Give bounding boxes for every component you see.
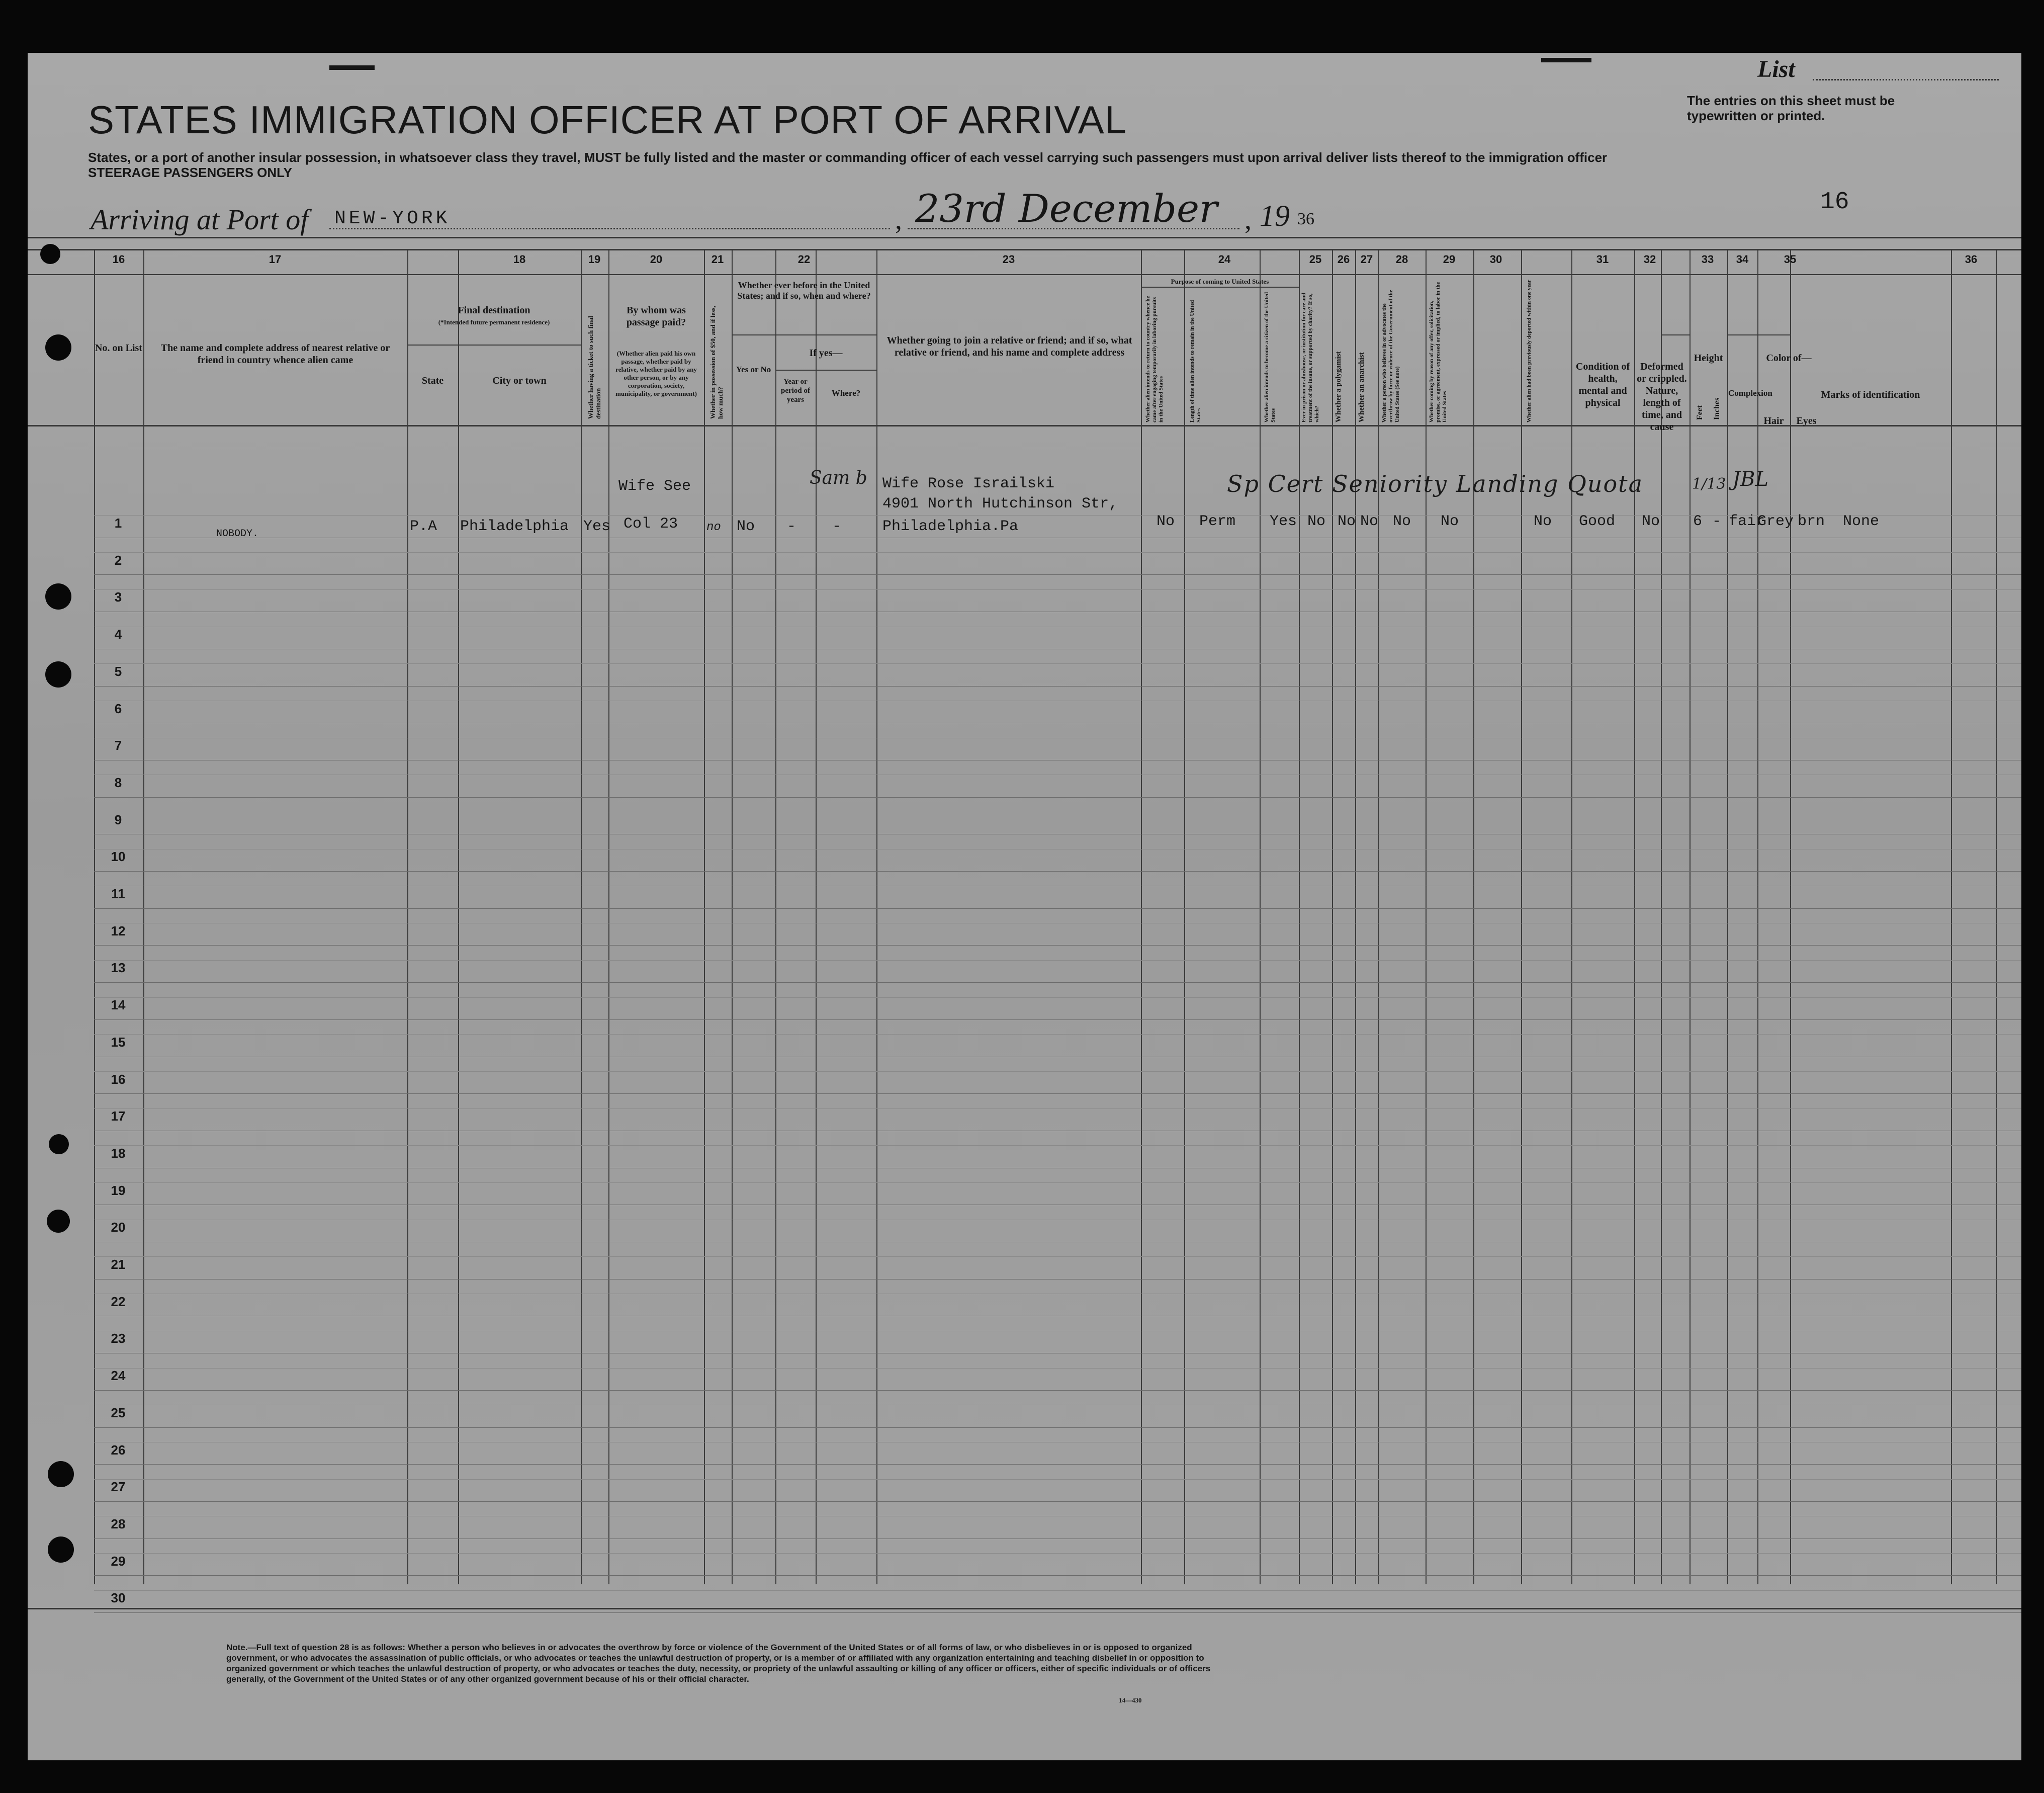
entry-anarchist[interactable]: No	[1360, 513, 1379, 530]
row-line	[94, 574, 2021, 575]
subheader-rule	[732, 334, 876, 335]
row-number: 22	[111, 1294, 126, 1309]
header-deformed: Deformed or crippled. Nature, length of time, and cause	[1637, 361, 1687, 433]
list-label: List	[1757, 56, 1795, 82]
row-guide-line	[94, 1145, 2021, 1146]
binder-hole	[49, 1134, 69, 1154]
header-complexion: Complexion	[1728, 388, 1772, 398]
row-line	[94, 908, 2021, 909]
column-divider	[1790, 249, 1791, 1584]
column-number: 25	[1309, 253, 1322, 266]
row-guide-line	[94, 589, 2021, 590]
year-prefix: 19	[1260, 199, 1290, 232]
entry-contract-labor[interactable]: No	[1441, 513, 1459, 530]
entry-marks[interactable]: None	[1843, 513, 1880, 530]
row-number: 3	[114, 589, 122, 605]
row-number: 25	[111, 1405, 126, 1420]
column-number: 26	[1337, 253, 1350, 266]
entry-before-in-us[interactable]: No	[737, 518, 755, 535]
form-code: 14—430	[1119, 1696, 1142, 1704]
header-condition: Condition of health, mental and physical	[1575, 361, 1630, 408]
column-number: 29	[1443, 253, 1456, 266]
footnote: Note.—Full text of question 28 is as follows: Whether a person who believes in or advocates the overthrow by force or violence of the Government of the United States or of all forms of law, or who disbelieves in or is opposed to organized government, or who advocates the assassination of public officials, or who advocates or teaches the unlawful destruction of property, or is a member of or affiliated with any organization entertaining and teaching disbelief in or opposition to organized government or which teaches the unlawful destruction of property, or who advocates or teaches the duty, necessity, or propriety of the unlawful assaulting or killing of any officer or officers, either of specific individuals or of officers generally, of the Government of the United States or of any other organized government because of his or their official character.	[226, 1643, 1211, 1684]
column-divider	[1299, 249, 1300, 1584]
header-rule	[28, 237, 2021, 238]
handwritten-annotation: Sam b	[810, 468, 867, 488]
header-passage-paid: By whom was passage paid?	[626, 305, 686, 328]
form-description	[88, 150, 1798, 180]
binder-hole	[48, 1461, 74, 1487]
row-number: 4	[114, 627, 122, 642]
row-guide-line	[94, 1553, 2021, 1554]
column-divider	[1951, 249, 1952, 1584]
row-number: 19	[111, 1182, 126, 1198]
column-divider	[732, 249, 733, 1584]
row-guide-line	[94, 1590, 2021, 1591]
column-number: 35	[1784, 253, 1797, 266]
header-year-period: Year or period of years	[781, 378, 810, 404]
entry-feet[interactable]: 6	[1693, 513, 1703, 530]
column-number: 36	[1965, 253, 1978, 266]
column-number: 22	[797, 253, 811, 266]
manifest-sheet	[28, 53, 2021, 1760]
column-divider	[1571, 249, 1572, 1584]
row-number: 27	[111, 1479, 126, 1495]
column-divider	[1996, 249, 1997, 1584]
row-number: 28	[111, 1516, 126, 1531]
header-final-destination-note: (*Intended future permanent residence)	[438, 318, 550, 326]
row-line	[94, 797, 2021, 798]
column-divider	[1332, 249, 1333, 1584]
column-number: 28	[1395, 253, 1408, 266]
column-number: 31	[1596, 253, 1609, 266]
row-number: 30	[111, 1590, 126, 1606]
row-number: 20	[111, 1220, 126, 1235]
header-deported: Whether alien had been previously deported within one year	[1526, 280, 1532, 422]
header-state: State	[421, 375, 444, 386]
entry-purpose-length[interactable]: Perm	[1199, 513, 1236, 530]
column-divider	[1473, 249, 1474, 1584]
subheader-rule	[1727, 334, 1790, 335]
entry-eyes[interactable]: brn	[1798, 513, 1825, 530]
column-divider	[1426, 249, 1427, 1584]
header-joining-relative: Whether going to join a relative or friend; and if so, what relative or friend, and his name and complete address	[886, 335, 1132, 358]
row-number: 17	[111, 1108, 126, 1124]
row-number: 2	[114, 552, 122, 568]
header-prison: Ever in prison or almshouse, or institution for care and treatment of the insane, or supported by charity? If so, which?	[1301, 292, 1320, 422]
column-divider	[816, 249, 817, 1584]
entry-ticket[interactable]: Yes	[583, 518, 611, 535]
year-suffix[interactable]: 36	[1297, 210, 1314, 228]
row-guide-line	[94, 960, 2021, 961]
column-divider	[1260, 249, 1261, 1584]
row-guide-line	[94, 663, 2021, 664]
row-line	[94, 686, 2021, 687]
row-line	[94, 1612, 2021, 1613]
entry-passage-line1[interactable]: Wife See	[618, 478, 691, 495]
handwritten-annotation: Sp Cert Seniority Landing Quota	[1227, 470, 1644, 497]
entry-passage-line2[interactable]: Col 23	[624, 516, 678, 533]
column-divider	[1141, 249, 1142, 1584]
instructions-note: The entries on this sheet must be typewritten or printed.	[1687, 93, 1895, 123]
list-number-line[interactable]	[1813, 79, 1999, 80]
row-number: 26	[111, 1442, 126, 1458]
row-line	[94, 1575, 2021, 1576]
row-line	[94, 1093, 2021, 1094]
row-guide-line	[94, 1034, 2021, 1035]
subheader-rule	[775, 370, 876, 371]
column-divider	[94, 249, 95, 1584]
port-value[interactable]: NEW-YORK	[334, 208, 451, 229]
header-city: City or town	[492, 375, 547, 386]
row-guide-line	[94, 1071, 2021, 1072]
arrival-date[interactable]: 23rd December	[915, 186, 1218, 231]
row-number: 16	[111, 1071, 126, 1087]
row-guide-line	[94, 552, 2021, 553]
header-polygamist: Whether a polygamist	[1335, 351, 1343, 422]
binder-hole	[45, 661, 71, 688]
row-number: 6	[114, 701, 122, 716]
row-number: 5	[114, 663, 122, 679]
row-guide-line	[94, 1479, 2021, 1480]
column-divider	[1378, 249, 1379, 1584]
comma: ,	[895, 204, 902, 235]
column-divider	[1355, 249, 1356, 1584]
column-divider	[581, 249, 582, 1584]
arriving-label: Arriving at Port of	[91, 203, 309, 236]
header-height: Height	[1694, 353, 1723, 364]
column-number: 33	[1701, 253, 1714, 266]
entry-deported[interactable]: No	[1534, 513, 1552, 530]
header-purpose-citizen: Whether alien intends to become a citizen of the United States	[1264, 292, 1276, 422]
header-hair: Hair	[1763, 415, 1784, 426]
column-number: 21	[711, 253, 724, 266]
subheader-rule	[407, 345, 581, 346]
description-text: States, or a port of another insular possession, in whatsoever class they travel, MUST be fully listed and the master or commanding officer of each vessel carrying such passengers must upon arrival deliver lists thereof to the immigration officer	[88, 150, 1608, 165]
row-number: 11	[111, 886, 125, 901]
row-guide-line	[94, 1182, 2021, 1183]
column-divider	[1757, 249, 1758, 1584]
entry-city[interactable]: Philadelphia	[460, 518, 569, 535]
entry-prison[interactable]: No	[1307, 513, 1326, 530]
column-number: 16	[112, 253, 125, 266]
row-number: 10	[111, 849, 126, 865]
row-number: 13	[111, 960, 126, 976]
row-number: 24	[111, 1368, 126, 1384]
row-guide-line	[94, 1368, 2021, 1369]
header-yes-no: Yes or No	[736, 365, 771, 374]
entry-overthrow[interactable]: No	[1393, 513, 1411, 530]
handwritten-annotation: 1/13	[1692, 475, 1726, 493]
row-line	[94, 871, 2021, 872]
row-line	[94, 982, 2021, 983]
column-number: 34	[1736, 253, 1749, 266]
column-number: 20	[650, 253, 663, 266]
row-number: 1	[114, 516, 122, 531]
header-no-on-list: No. on List	[95, 343, 142, 354]
column-number-rule	[28, 274, 2021, 275]
header-color-of: Color of—	[1766, 353, 1812, 364]
header-marks: Marks of identification	[1821, 389, 1920, 400]
column-divider	[1521, 249, 1522, 1584]
entry-complexion[interactable]: fair	[1729, 513, 1765, 530]
row-line	[94, 1501, 2021, 1502]
header-purpose-length: Length of time alien intends to remain in the United States	[1189, 300, 1202, 422]
column-number: 30	[1489, 253, 1502, 266]
column-divider	[458, 249, 459, 1584]
page-title: STATES IMMIGRATION OFFICER AT PORT OF ARRIVAL	[88, 98, 1127, 142]
table-top-rule	[28, 249, 2021, 250]
header-ticket: Whether having a ticket to such final destination	[587, 316, 602, 419]
column-divider	[876, 249, 877, 1584]
subheader-rule	[1141, 287, 1299, 288]
row-number: 9	[114, 812, 122, 827]
entry-state[interactable]: P.A	[410, 518, 437, 535]
row-number: 15	[111, 1034, 126, 1050]
steerage-label: STEERAGE PASSENGERS ONLY	[88, 165, 292, 180]
row-line	[94, 1427, 2021, 1428]
header-if-yes: If yes—	[809, 348, 843, 359]
row-guide-line	[94, 1108, 2021, 1109]
row-number: 12	[111, 923, 126, 938]
row-guide-line	[94, 1256, 2021, 1257]
entry-hair[interactable]: Grey	[1757, 513, 1794, 530]
entry-year-period[interactable]: -	[787, 518, 796, 535]
row-guide-line	[94, 997, 2021, 998]
row-number: 14	[111, 997, 126, 1013]
top-dash-mark	[1541, 58, 1591, 62]
entry-deformed[interactable]: No	[1642, 513, 1660, 530]
entry-where[interactable]: -	[832, 518, 842, 535]
row-number: 8	[114, 775, 122, 790]
top-dash-mark	[329, 65, 375, 70]
header-final-destination: Final destination	[458, 305, 530, 316]
header-inches: Inches	[1713, 397, 1721, 420]
header-bottom-rule	[28, 425, 2021, 426]
column-number: 32	[1643, 253, 1656, 266]
entry-inches[interactable]: -	[1712, 513, 1722, 530]
column-divider	[143, 249, 144, 1584]
entry-joining-line3[interactable]: Philadelphia.Pa	[882, 518, 1019, 535]
header-purpose-return: Whether alien intends to return to country whence he came after engaging temporarily in laboring pursuits in the United States	[1145, 296, 1164, 422]
entry-joining-line1[interactable]: Wife Rose Israilski	[882, 475, 1055, 492]
column-divider	[1661, 249, 1662, 1584]
entry-joining-line2[interactable]: 4901 North Hutchinson Str,	[882, 495, 1118, 513]
binder-hole	[45, 334, 71, 361]
entry-fifty-dollars[interactable]: no	[706, 521, 721, 534]
table-bottom-rule	[28, 1608, 2021, 1609]
column-divider	[1184, 249, 1185, 1584]
column-divider	[1634, 249, 1635, 1584]
header-passage-paid-note: (Whether alien paid his own passage, whether paid by relative, whether paid by any other person, or by any corporation, society, municipality, or government)	[615, 350, 697, 397]
header-fifty-dollars: Whether in possession of $50, and if less, how much?	[709, 306, 724, 419]
column-number: 17	[269, 253, 282, 266]
column-number: 27	[1360, 253, 1373, 266]
header-contract-labor: Whether coming by reason of any offer, solicitation, promise, or agreement, expressed or implied, to labor in the United States	[1429, 282, 1448, 422]
binder-hole	[40, 244, 60, 264]
binder-hole	[47, 1210, 70, 1233]
entry-relative-abroad[interactable]: NOBODY.	[216, 528, 259, 540]
column-divider	[407, 249, 408, 1584]
row-number: 29	[111, 1553, 126, 1569]
binder-hole	[45, 583, 71, 610]
row-number: 7	[114, 738, 122, 753]
column-divider	[775, 249, 776, 1584]
column-number: 23	[1002, 253, 1015, 266]
comma: ,	[1245, 204, 1252, 235]
handwritten-annotation: JBL	[1732, 468, 1768, 491]
row-line	[94, 1390, 2021, 1391]
header-purpose: Purpose of coming to United States	[1171, 278, 1269, 285]
binder-hole	[48, 1536, 74, 1563]
row-line	[94, 1019, 2021, 1020]
sheet-number[interactable]: 16	[1820, 189, 1849, 216]
row-number: 18	[111, 1145, 126, 1161]
row-number: 21	[111, 1257, 126, 1272]
header-overthrow: Whether a person who believes in or advocates the overthrow by force or violence of the Government of the United States (See note)	[1381, 290, 1400, 422]
entry-purpose-citizen[interactable]: Yes	[1270, 513, 1297, 530]
column-number: 18	[513, 253, 526, 266]
column-number: 19	[588, 253, 601, 266]
column-number: 24	[1218, 253, 1231, 266]
row-number: 23	[111, 1331, 126, 1346]
column-divider	[1690, 249, 1691, 1584]
entry-purpose-return[interactable]: No	[1157, 513, 1175, 530]
entry-condition[interactable]: Good	[1579, 513, 1616, 530]
header-feet: Feet	[1696, 405, 1704, 420]
subheader-rule	[1661, 334, 1690, 335]
header-eyes: Eyes	[1796, 415, 1817, 426]
column-divider	[1727, 249, 1728, 1584]
row-line	[94, 945, 2021, 946]
header-relative-abroad: The name and complete address of nearest relative or friend in country whence alien came	[160, 343, 390, 366]
column-divider	[608, 249, 609, 1584]
header-where: Where?	[831, 388, 861, 398]
row-line	[94, 1464, 2021, 1465]
entry-polygamist[interactable]: No	[1338, 513, 1356, 530]
header-before-in-us: Whether ever before in the United States; and if so, when and where?	[737, 280, 871, 301]
column-divider	[704, 249, 705, 1584]
header-anarchist: Whether an anarchist	[1358, 352, 1366, 422]
